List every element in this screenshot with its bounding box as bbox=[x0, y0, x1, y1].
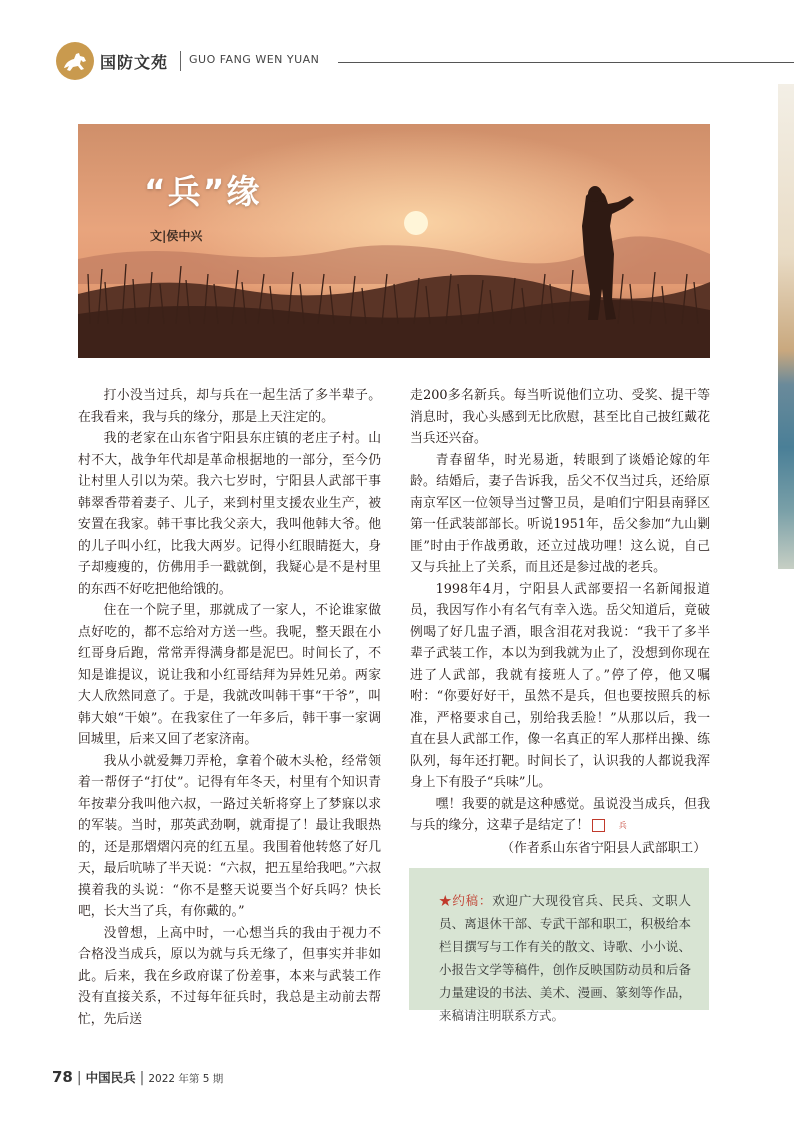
section-logo bbox=[56, 42, 94, 80]
paragraph: 没曾想，上高中时，一心想当兵的我由于视力不合格没当成兵，原以为就与兵无缘了，但事实并非如此。后来，我在乡政府谋了份差事，本来与武装工作没有直接关系，不过每年征兵时，我总是主动前去帮忙，先后送 bbox=[78, 925, 381, 1027]
closing-text: 嘿！我要的就是这种感觉。虽说没当成兵，但我与兵的缘分，这辈子是结定了！ bbox=[410, 796, 710, 833]
paragraph: 打小没当过兵，却与兵在一起生活了多半辈子。在我看来，我与兵的缘分，那是上天注定的。 bbox=[78, 388, 381, 425]
header-divider bbox=[180, 51, 181, 71]
paragraph: 我的老家在山东省宁阳县东庄镇的老庄子村。山村不大，战争年代却是革命根据地的一部分，至今仍让村里人引以为荣。我六七岁时，宁阳县人武部干事韩翠香带着妻子、儿子，来到村里支援农业生产，被安置在我家。韩干事比我父亲大，我叫他韩大爷。他的儿子叫小红，比我大两岁。记得小红眼睛挺大，身子却瘦瘦的，仿佛用手一戳就倒，我疑心是不是村里的东西不好吃把他给饿的。 bbox=[78, 431, 381, 597]
magazine-name: 中国民兵 bbox=[85, 1070, 136, 1085]
article-column-right bbox=[410, 385, 710, 859]
paragraph: 我从小就爱舞刀弄枪，拿着个破木头枪，经常领着一帮伢子“打仗”。记得有年冬天，村里有个知识青年按辈分我叫他六叔，一路过关斩将穿上了梦寐以求的军装。当时，那英武劲啊，就甭提了！最让我眼热的，还是那熠熠闪亮的红五星。我围着他转悠了好几天，最后吭哧了半天说：“六叔，把五星给我吧。”六叔摸着我的头说：“你不是整天说要当个好兵吗？快长吧，长大当了兵，有你戴的。” bbox=[78, 753, 381, 919]
article-column-left bbox=[78, 385, 381, 1030]
page-footer bbox=[52, 1067, 223, 1086]
sun-icon bbox=[404, 211, 428, 235]
footer-divider: | bbox=[139, 1070, 145, 1086]
submission-notice bbox=[409, 868, 709, 1023]
closing-paragraph bbox=[410, 794, 710, 837]
paragraph: 1998年4月，宁阳县人武部要招一名新闻报道员，我因写作小有名气有幸入选。岳父知道后，竟破例喝了好几盅子酒，眼含泪花对我说：“我干了多半辈子武装工作，本以为到我就为止了，没想到你现在进了人武部，我就有接班人了。”停了停，他又嘱咐：“你要好好干，虽然不是兵，但也要按照兵的标准，严格要求自己，别给我丢脸！”从那以后，我一直在县人武部工作，像一名真正的军人那样出操、练队列，每年还打靶。时间长了，认识我的人都说我浑身上下有股子“兵味”儿。 bbox=[410, 581, 710, 790]
author-note: （作者系山东省宁阳县人武部职工） bbox=[501, 840, 706, 856]
notice-label: 约稿： bbox=[452, 893, 493, 908]
hero-image bbox=[78, 124, 710, 358]
end-mark-icon: 兵 bbox=[592, 819, 605, 832]
paragraph: 青春留华，时光易逝，转眼到了谈婚论嫁的年龄。结婚后，妻子告诉我，岳父不仅当过兵，还给原南京军区一位领导当过警卫员，是咱们宁阳县南驿区第一任武装部部长。听说1951年，岳父参加“九山剿匪”时由于作战勇敢，还立过战功哩！这么说，自己又与兵扯上了关系，而且还是参过战的老兵。 bbox=[410, 452, 710, 575]
issue-label: 2022 年第 5 期 bbox=[148, 1073, 224, 1085]
notice-text: 欢迎广大现役官兵、民兵、文职人员、离退休干部、专武干部和职工，积极给本栏目撰写与工作有关的散文、诗歌、小小说、小报告文学等稿件，创作反映国防动员和后备力量建设的书法、美术、漫画、篆刻等作品，来稿请注明联系方式。 bbox=[439, 893, 691, 1023]
article-byline: 文|侯中兴 bbox=[150, 229, 203, 243]
star-icon: ★ bbox=[439, 893, 453, 908]
section-title: 国防文苑 bbox=[100, 53, 169, 72]
header-rule bbox=[338, 62, 794, 63]
paragraph: 住在一个院子里，那就成了一家人，不论谁家做点好吃的，都不忘给对方送一些。我呢，整天跟在小红哥身后跑，常常弄得满身都是泥巴。时间长了，不知是谁提议，说让我和小红哥结拜为异姓兄弟。两家大人欣然同意了。于是，我就改叫韩干事“干爷”，叫韩大娘“干娘”。在我家住了一年多后，韩干事一家调回城里，后来又回了老家济南。 bbox=[78, 603, 381, 747]
article-title: “兵”缘 bbox=[144, 172, 262, 211]
page-header bbox=[56, 42, 794, 82]
horse-rider-icon bbox=[56, 42, 94, 80]
paragraph-continuation: 走200多名新兵。每当听说他们立功、受奖、提干等消息时，我心头感到无比欣慰，甚至比自己披红戴花当兵还兴奋。 bbox=[410, 388, 710, 446]
section-pinyin: GUO FANG WEN YUAN bbox=[189, 53, 320, 66]
side-photo-strip bbox=[778, 84, 794, 569]
footer-divider: | bbox=[76, 1070, 82, 1086]
page-number: 78 bbox=[52, 1068, 73, 1086]
